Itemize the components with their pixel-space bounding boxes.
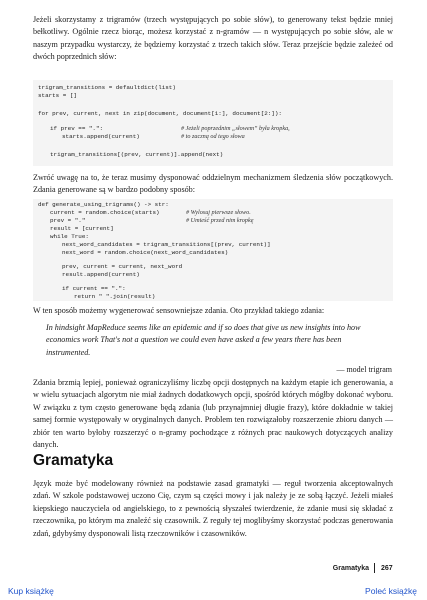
- paragraph-grammar: [33, 478, 393, 540]
- code-block-generate-using-trigrams: [33, 199, 393, 301]
- example-quote: In hindsight MapReduce seems like an epidemic and if so does that give us new insights into how economics work That's not a question we could even have asked a few years there has been instrumented.: [46, 323, 361, 357]
- code-line: starts = []: [38, 92, 77, 99]
- code-line: result.append(current): [62, 271, 140, 278]
- footer-divider: [374, 563, 375, 573]
- paragraph-trigrams-intro: [33, 14, 393, 64]
- quote-attribution: — model trigram: [336, 365, 392, 374]
- code-line: prev = ".": [50, 217, 86, 224]
- running-footer-title: Gramatyka: [332, 565, 369, 572]
- code-comment: # Umieść przed nim kropkę: [186, 217, 254, 224]
- code-line: next_word_candidates = trigram_transitions[(prev, current)]: [62, 241, 271, 248]
- code-comment: # Wylosuj pierwsze słowo.: [186, 209, 251, 216]
- code-line: starts.append(current): [62, 133, 140, 140]
- code-line: if current == ".":: [62, 285, 126, 292]
- code-line: while True:: [50, 233, 89, 240]
- code-line: trigram_transitions = defaultdict(list): [38, 84, 176, 91]
- code-line: result = [current]: [50, 225, 114, 232]
- paragraph-example-intro: [33, 305, 393, 317]
- code-line: current = random.choice(starts): [50, 209, 160, 216]
- section-heading: Gramatyka: [33, 452, 114, 469]
- code-line: next_word = random.choice(next_word_candidates): [62, 249, 229, 256]
- code-comment: # to zaczną od tego słowa: [181, 133, 245, 140]
- paragraph-text: Jeżeli skorzystamy z trigramów (trzech występujących po sobie słów), to generowany tekst będzie mniej bełkotliwy. Ogólnie rzecz biorąc, możesz korzystać z n-gramów — n występujących po sobie słów, ale w naszym przypadku wystarczy, że będziemy korzystać z trzech takich słów. Teraz przejście będzie zależeć od dwóch poprzednich słów:: [33, 15, 393, 62]
- page-number: 267: [381, 565, 393, 572]
- recommend-book-link[interactable]: Poleć książkę: [365, 586, 417, 596]
- buy-book-link[interactable]: Kup książkę: [8, 586, 54, 596]
- paragraph-text: Język może być modelowany również na podstawie zasad gramatyki — reguł tworzenia akceptowalnych zdań. W szkole podstawowej uczono Cię, czym są części mowy i jak należy je ze sobą łączyć. Jeżeli miałeś kiepskiego nauczyciela od angielskiego, to z pewnością słyszałeś twierdzenie, że zdanie musi się składać z rzeczownika, po którym ma znaleźć się czasownik. Z reguły tej moglibyśmy skorzystać podczas generowania zdań, gdybyśmy dysponowali listą rzeczowników i czasowników.: [33, 479, 393, 538]
- code-line: for prev, current, next in zip(document, document[1:], document[2:]):: [38, 110, 282, 117]
- code-line: prev, current = current, next_word: [62, 263, 183, 270]
- paragraph-text: W ten sposób możemy wygenerować sensowniejsze zdania. Oto przykład takiego zdania:: [33, 306, 325, 315]
- paragraph-results-discussion: [33, 377, 393, 451]
- code-block-trigram-transitions: [33, 80, 393, 166]
- code-line: trigram_transitions[(prev, current)].append(next): [50, 151, 224, 158]
- code-line: def generate_using_trigrams() -> str:: [38, 201, 169, 208]
- paragraph-text: Zdania brzmią lepiej, ponieważ ograniczyliśmy liczbę opcji dostępnych na każdym etapie ich generowania, a w wielu sytuacjach algorytm nie miał żadnych dodatkowych opcji, spośród których mógłby dokonać wyboru. W związku z tym często generowane będą zdania (lub przynajmniej długie frazy), które dokładnie w takiej samej formie występowały w oryginalnych danych. Problem ten rozwiązałoby rozszerzenie zbioru danych — zbiór ten warto byłoby rozszerzyć o n-gramy pochodzące z różnych prac naukowych dotyczących analizy danych.: [33, 378, 393, 450]
- paragraph-text: Zwróć uwagę na to, że teraz musimy dysponować oddzielnym mechanizmem śledzenia słów początkowych. Zdania generowane są w bardzo podobny sposób:: [33, 173, 393, 195]
- code-line: if prev == ".":: [50, 125, 104, 132]
- paragraph-starting-words: [33, 172, 393, 197]
- code-comment: # Jeżeli poprzednim „słowem” była kropka,: [181, 125, 290, 132]
- code-line: return " ".join(result): [74, 293, 156, 300]
